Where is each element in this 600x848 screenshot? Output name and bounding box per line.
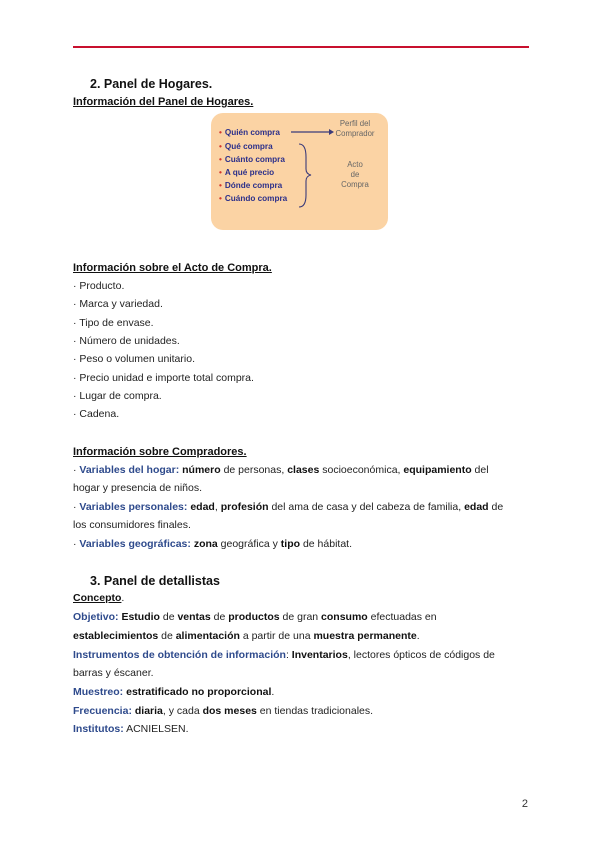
list-item: · Tipo de envase. — [73, 317, 154, 329]
acto-compra-heading: Información sobre el Acto de Compra. — [73, 262, 272, 274]
variables-hogar-line: · Variables del hogar: número de personas, clases socioeconómica, equipamiento del — [73, 464, 489, 476]
page-number: 2 — [521, 798, 528, 810]
objetivo-line-2: establecimientos de alimentación a partir de una muestra permanente. — [73, 630, 420, 642]
acto-brace-icon — [299, 144, 311, 207]
instrumentos-line-2: barras y éscaner. — [73, 667, 154, 679]
variables-hogar-line-2: hogar y presencia de niños. — [73, 482, 202, 494]
variables-personales-line-2: los consumidores finales. — [73, 519, 191, 531]
variables-geograficas-line: · Variables geográficas: zona geográfica y tipo de hábitat. — [73, 538, 353, 550]
list-item: · Peso o volumen unitario. — [73, 353, 195, 365]
bullet-dot-icon: • — [219, 181, 222, 190]
instrumentos-line: Instrumentos de obtención de información: Inventarios, lectores ópticos de códigos de — [73, 649, 495, 661]
diagram-item: • Quién compra — [219, 128, 280, 137]
muestreo-line: Muestreo: estratificado no proporcional. — [73, 686, 275, 698]
list-item: · Número de unidades. — [73, 335, 180, 347]
acto-compra-label: Acto de Compra — [341, 160, 369, 189]
diagram-item: • Cuándo compra — [219, 194, 288, 203]
list-item: · Precio unidad e importe total compra. — [73, 372, 254, 384]
diagram-item: • Dónde compra — [219, 181, 283, 190]
bullet-dot-icon: • — [219, 155, 222, 164]
header-rule — [73, 46, 529, 48]
frecuencia-line: Frecuencia: diaria, y cada dos meses en tiendas tradicionales. — [73, 705, 374, 717]
diagram-item: • Qué compra — [219, 142, 273, 151]
institutos-line: Institutos: ACNIELSEN. — [73, 723, 189, 735]
bullet-dot-icon: • — [219, 194, 222, 203]
diagram-item: • A qué precio — [219, 168, 275, 177]
concepto-heading: Concepto. — [73, 592, 125, 604]
section-3-heading: 3. Panel de detallistas — [90, 574, 220, 588]
list-item: · Lugar de compra. — [73, 390, 162, 402]
bullet-dot-icon: • — [219, 128, 222, 137]
compradores-heading: Información sobre Compradores. — [73, 446, 247, 458]
objetivo-line: Objetivo: Estudio de ventas de productos de gran consumo efectuadas en — [73, 611, 437, 623]
list-item: · Marca y variedad. — [73, 298, 163, 310]
list-item: · Cadena. — [73, 408, 120, 420]
perfil-comprador-label: Perfil del Comprador — [335, 119, 375, 138]
section-2-heading: 2. Panel de Hogares. — [90, 77, 213, 91]
bullet-dot-icon: • — [219, 168, 222, 177]
list-item: · Producto. — [73, 280, 125, 292]
purchase-diagram — [211, 113, 388, 230]
bullet-dot-icon: • — [219, 142, 222, 151]
diagram-item: • Cuánto compra — [219, 155, 285, 164]
variables-personales-line: · Variables personales: edad, profesión del ama de casa y del cabeza de familia, edad de — [73, 501, 504, 513]
panel-hogares-subheading: Información del Panel de Hogares. — [73, 96, 254, 108]
